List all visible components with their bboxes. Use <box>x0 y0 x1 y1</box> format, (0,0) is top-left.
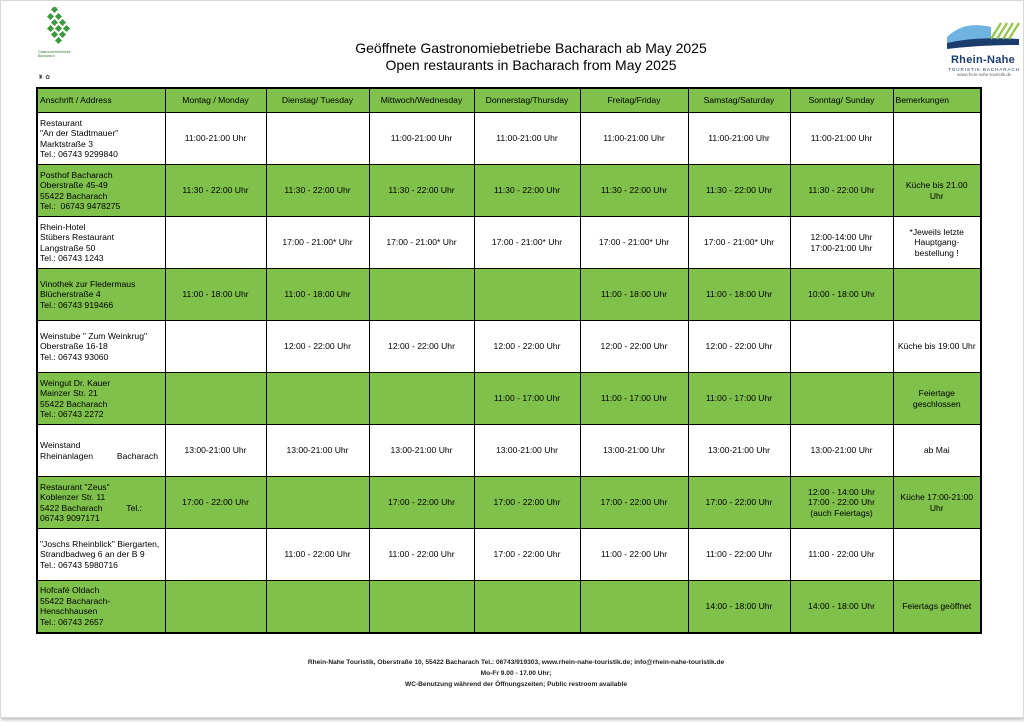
hours-cell: 11:30 - 22:00 Uhr <box>790 165 893 217</box>
address-text: Rhein-Hotel Stübers Restaurant Langstraße 50 Tel.: 06743 1243 <box>40 221 115 263</box>
hours-cell <box>266 373 369 425</box>
address-cell <box>37 581 165 633</box>
hours-cell: 17:00 - 21:00* Uhr <box>580 217 688 269</box>
hours-cell <box>266 477 369 529</box>
hours-cell: 12:00 - 22:00 Uhr <box>688 321 790 373</box>
footer-contact: Rhein-Nahe Touristik, Oberstraße 10, 55422 Bacharach Tel.: 06743/919303, www.rhein-nahe-touristik.de; info@rhein-nahe-touristik.de <box>307 659 725 666</box>
column-header: Donnerstag/Thursday <box>474 88 580 113</box>
hours-cell: 11:30 - 22:00 Uhr <box>165 165 266 217</box>
hours-cell: 11:00-21:00 Uhr <box>790 113 893 165</box>
address-cell <box>37 113 165 165</box>
table-row <box>37 269 981 321</box>
hours-cell <box>266 113 369 165</box>
hours-cell: 17:00 - 22:00 Uhr <box>688 477 790 529</box>
hours-cell <box>369 581 474 633</box>
hours-cell: 13:00-21:00 Uhr <box>688 425 790 477</box>
hours-cell <box>790 321 893 373</box>
page-title <box>301 40 761 74</box>
address-cell <box>37 477 165 529</box>
column-header: Montag / Monday <box>165 88 266 113</box>
hours-cell <box>165 581 266 633</box>
logo-motto <box>38 51 78 59</box>
castle-icon: ♜ <box>38 75 44 81</box>
hours-cell <box>165 217 266 269</box>
hours-cell: 11:00 - 18:00 Uhr <box>165 269 266 321</box>
hours-cell: 11:00 - 22:00 Uhr <box>369 529 474 581</box>
address-cell <box>37 217 165 269</box>
table-row <box>37 529 981 581</box>
address-text: Hofcafé Oldach 55422 Bacharach- Henschhausen Tel.: 06743 2657 <box>40 585 111 627</box>
hours-cell: 17:00 - 21:00* Uhr <box>369 217 474 269</box>
column-header: Anschrift / Address <box>37 88 165 113</box>
title-line-german: Geöffnete Gastronomiebetriebe Bacharach ab May 2025 <box>355 40 707 56</box>
hours-cell: 12:00 - 22:00 Uhr <box>266 321 369 373</box>
hours-cell: 17:00 - 21:00* Uhr <box>266 217 369 269</box>
table-row <box>37 321 981 373</box>
address-text: Restaurant "An der Stadtmauer" Marktstraße 3 Tel.: 06743 9299840 <box>40 117 119 159</box>
title-line-english: Open restaurants in Bacharach from May 2025 <box>385 57 677 73</box>
hours-cell <box>474 269 580 321</box>
hours-cell: 17:00 - 22:00 Uhr <box>474 477 580 529</box>
remarks-cell: Feiertage geschlossen <box>893 373 981 425</box>
table-row <box>37 477 981 529</box>
footer <box>251 657 781 690</box>
hours-cell: 17:00 - 22:00 Uhr <box>369 477 474 529</box>
hours-cell: 11:00 - 18:00 Uhr <box>688 269 790 321</box>
hours-cell <box>369 269 474 321</box>
address-text: Restaurant "Zeus" Koblenzer Str. 11 5422 Bacharach Tel.: 06743 9097171 <box>40 481 143 523</box>
hours-cell: 17:00 - 21:00* Uhr <box>688 217 790 269</box>
remarks-cell: Küche 17:00-21:00 Uhr <box>893 477 981 529</box>
hours-cell: 11:00 - 17:00 Uhr <box>474 373 580 425</box>
hours-cell: 17:00 - 22:00 Uhr <box>474 529 580 581</box>
hours-cell: 11:00-21:00 Uhr <box>165 113 266 165</box>
hours-cell: 11:30 - 22:00 Uhr <box>369 165 474 217</box>
remarks-cell: *Jeweils letzte Hauptgang- bestellung ! <box>893 217 981 269</box>
wine-icon: ✿ <box>45 75 51 81</box>
table-row <box>37 581 981 633</box>
table-row <box>37 113 981 165</box>
address-cell <box>37 425 165 477</box>
column-header: Freitag/Friday <box>580 88 688 113</box>
hours-cell <box>165 373 266 425</box>
hours-cell: 12:00 - 22:00 Uhr <box>580 321 688 373</box>
hours-cell <box>369 373 474 425</box>
hours-cell: 14:00 - 18:00 Uhr <box>688 581 790 633</box>
column-header: Sonntag/ Sunday <box>790 88 893 113</box>
address-cell <box>37 321 165 373</box>
address-cell <box>37 165 165 217</box>
table-row <box>37 425 981 477</box>
remarks-cell <box>893 113 981 165</box>
hours-cell: 11:00 - 18:00 Uhr <box>580 269 688 321</box>
hours-cell: 13:00-21:00 Uhr <box>474 425 580 477</box>
table-row <box>37 217 981 269</box>
table-row <box>37 373 981 425</box>
remarks-cell: Küche bis 19:00 Uhr <box>893 321 981 373</box>
logo-motto-line: Bacharach <box>38 53 55 58</box>
hours-cell <box>165 529 266 581</box>
remarks-cell: Küche bis 21.00 Uhr <box>893 165 981 217</box>
hours-cell: 13:00-21:00 Uhr <box>790 425 893 477</box>
footer-hours: Mo-Fr 9.00 - 17.00 Uhr; <box>480 670 552 677</box>
hours-cell: 11:00-21:00 Uhr <box>369 113 474 165</box>
hours-cell: 11:00-21:00 Uhr <box>688 113 790 165</box>
hours-cell: 13:00-21:00 Uhr <box>266 425 369 477</box>
address-text: Weingut Dr. Kauer Mainzer Str. 21 55422 Bacharach Tel.: 06743 2272 <box>40 377 111 419</box>
brand-name: Rhein-Nahe <box>950 54 1016 66</box>
remarks-cell <box>893 269 981 321</box>
hours-cell: 11:30 - 22:00 Uhr <box>580 165 688 217</box>
remarks-cell <box>893 529 981 581</box>
address-text: "Joschs Rheinblick" Biergarten, Strandbadweg 6 an der B 9 Tel.: 06743 5980716 <box>40 538 160 570</box>
hours-cell <box>474 581 580 633</box>
table-row <box>37 165 981 217</box>
hours-cell: 11:30 - 22:00 Uhr <box>474 165 580 217</box>
hours-cell: 11:30 - 22:00 Uhr <box>266 165 369 217</box>
address-text: Posthof Bacharach Oberstraße 45-49 55422 Bacharach Tel.: 06743 9478275 <box>40 169 121 211</box>
remarks-cell: Feiertags geöffnet <box>893 581 981 633</box>
address-text: Weinstand Rheinanlagen Bacharach <box>40 440 159 461</box>
hours-cell: 11:00 - 18:00 Uhr <box>266 269 369 321</box>
hours-cell: 11:00 - 22:00 Uhr <box>266 529 369 581</box>
hours-cell: 12:00 - 22:00 Uhr <box>474 321 580 373</box>
hours-cell: 10:00 - 18:00 Uhr <box>790 269 893 321</box>
logo-motto-line: Gastronomiebetriebe <box>38 50 71 54</box>
grape-cluster-icon <box>43 7 73 49</box>
footer-restroom-note: WC-Benutzung während der Öffnungszeiten; Public restroom available <box>404 681 627 688</box>
column-header: Dienstag/ Tuesday <box>266 88 369 113</box>
hours-cell: 13:00-21:00 Uhr <box>165 425 266 477</box>
column-header: Bemerkungen <box>893 88 981 113</box>
opening-hours-table <box>36 87 982 634</box>
logo-icons <box>38 74 50 81</box>
hours-cell: 13:00-21:00 Uhr <box>369 425 474 477</box>
bacharach-logo <box>37 7 87 79</box>
brand-subtitle: TOURISTIK BACHARACH <box>948 67 1020 72</box>
address-text: Vinothek zur Fledermaus Blücherstraße 4 Tel.: 06743 919466 <box>40 278 136 310</box>
hours-cell <box>165 321 266 373</box>
hours-cell: 11:00 - 17:00 Uhr <box>580 373 688 425</box>
hours-cell <box>790 373 893 425</box>
hours-cell: 13:00-21:00 Uhr <box>580 425 688 477</box>
hours-cell: 12:00 - 22:00 Uhr <box>369 321 474 373</box>
hours-cell: 11:00-21:00 Uhr <box>580 113 688 165</box>
hours-cell: 11:00 - 22:00 Uhr <box>688 529 790 581</box>
hours-cell: 14:00 - 18:00 Uhr <box>790 581 893 633</box>
hours-cell: 11:00-21:00 Uhr <box>474 113 580 165</box>
remarks-cell: ab Mai <box>893 425 981 477</box>
hours-cell: 11:30 - 22:00 Uhr <box>688 165 790 217</box>
table-header-row <box>37 88 981 113</box>
hours-cell: 12:00-14:00 Uhr 17:00-21:00 Uhr <box>790 217 893 269</box>
hours-cell: 11:00 - 22:00 Uhr <box>790 529 893 581</box>
hours-cell <box>580 581 688 633</box>
column-header: Mittwoch/Wednesday <box>369 88 474 113</box>
rhein-nahe-wave-icon <box>945 19 1021 53</box>
hours-cell: 17:00 - 22:00 Uhr <box>165 477 266 529</box>
address-cell <box>37 529 165 581</box>
hours-cell: 11:00 - 17:00 Uhr <box>688 373 790 425</box>
hours-cell: 12:00 - 14:00 Uhr 17:00 - 22:00 Uhr (auch Feiertags) <box>790 477 893 529</box>
hours-cell <box>266 581 369 633</box>
hours-cell: 11:00 - 22:00 Uhr <box>580 529 688 581</box>
column-header: Samstag/Saturday <box>688 88 790 113</box>
hours-cell: 17:00 - 22:00 Uhr <box>580 477 688 529</box>
brand-url: www.rhein-nahe-touristik.de <box>956 72 1012 77</box>
address-cell <box>37 373 165 425</box>
address-text: Weinstube " Zum Weinkrug" Oberstraße 16-18 Tel.: 06743 93060 <box>40 330 148 362</box>
hours-cell: 17:00 - 21:00* Uhr <box>474 217 580 269</box>
rhein-nahe-logo <box>945 19 1021 79</box>
address-cell <box>37 269 165 321</box>
